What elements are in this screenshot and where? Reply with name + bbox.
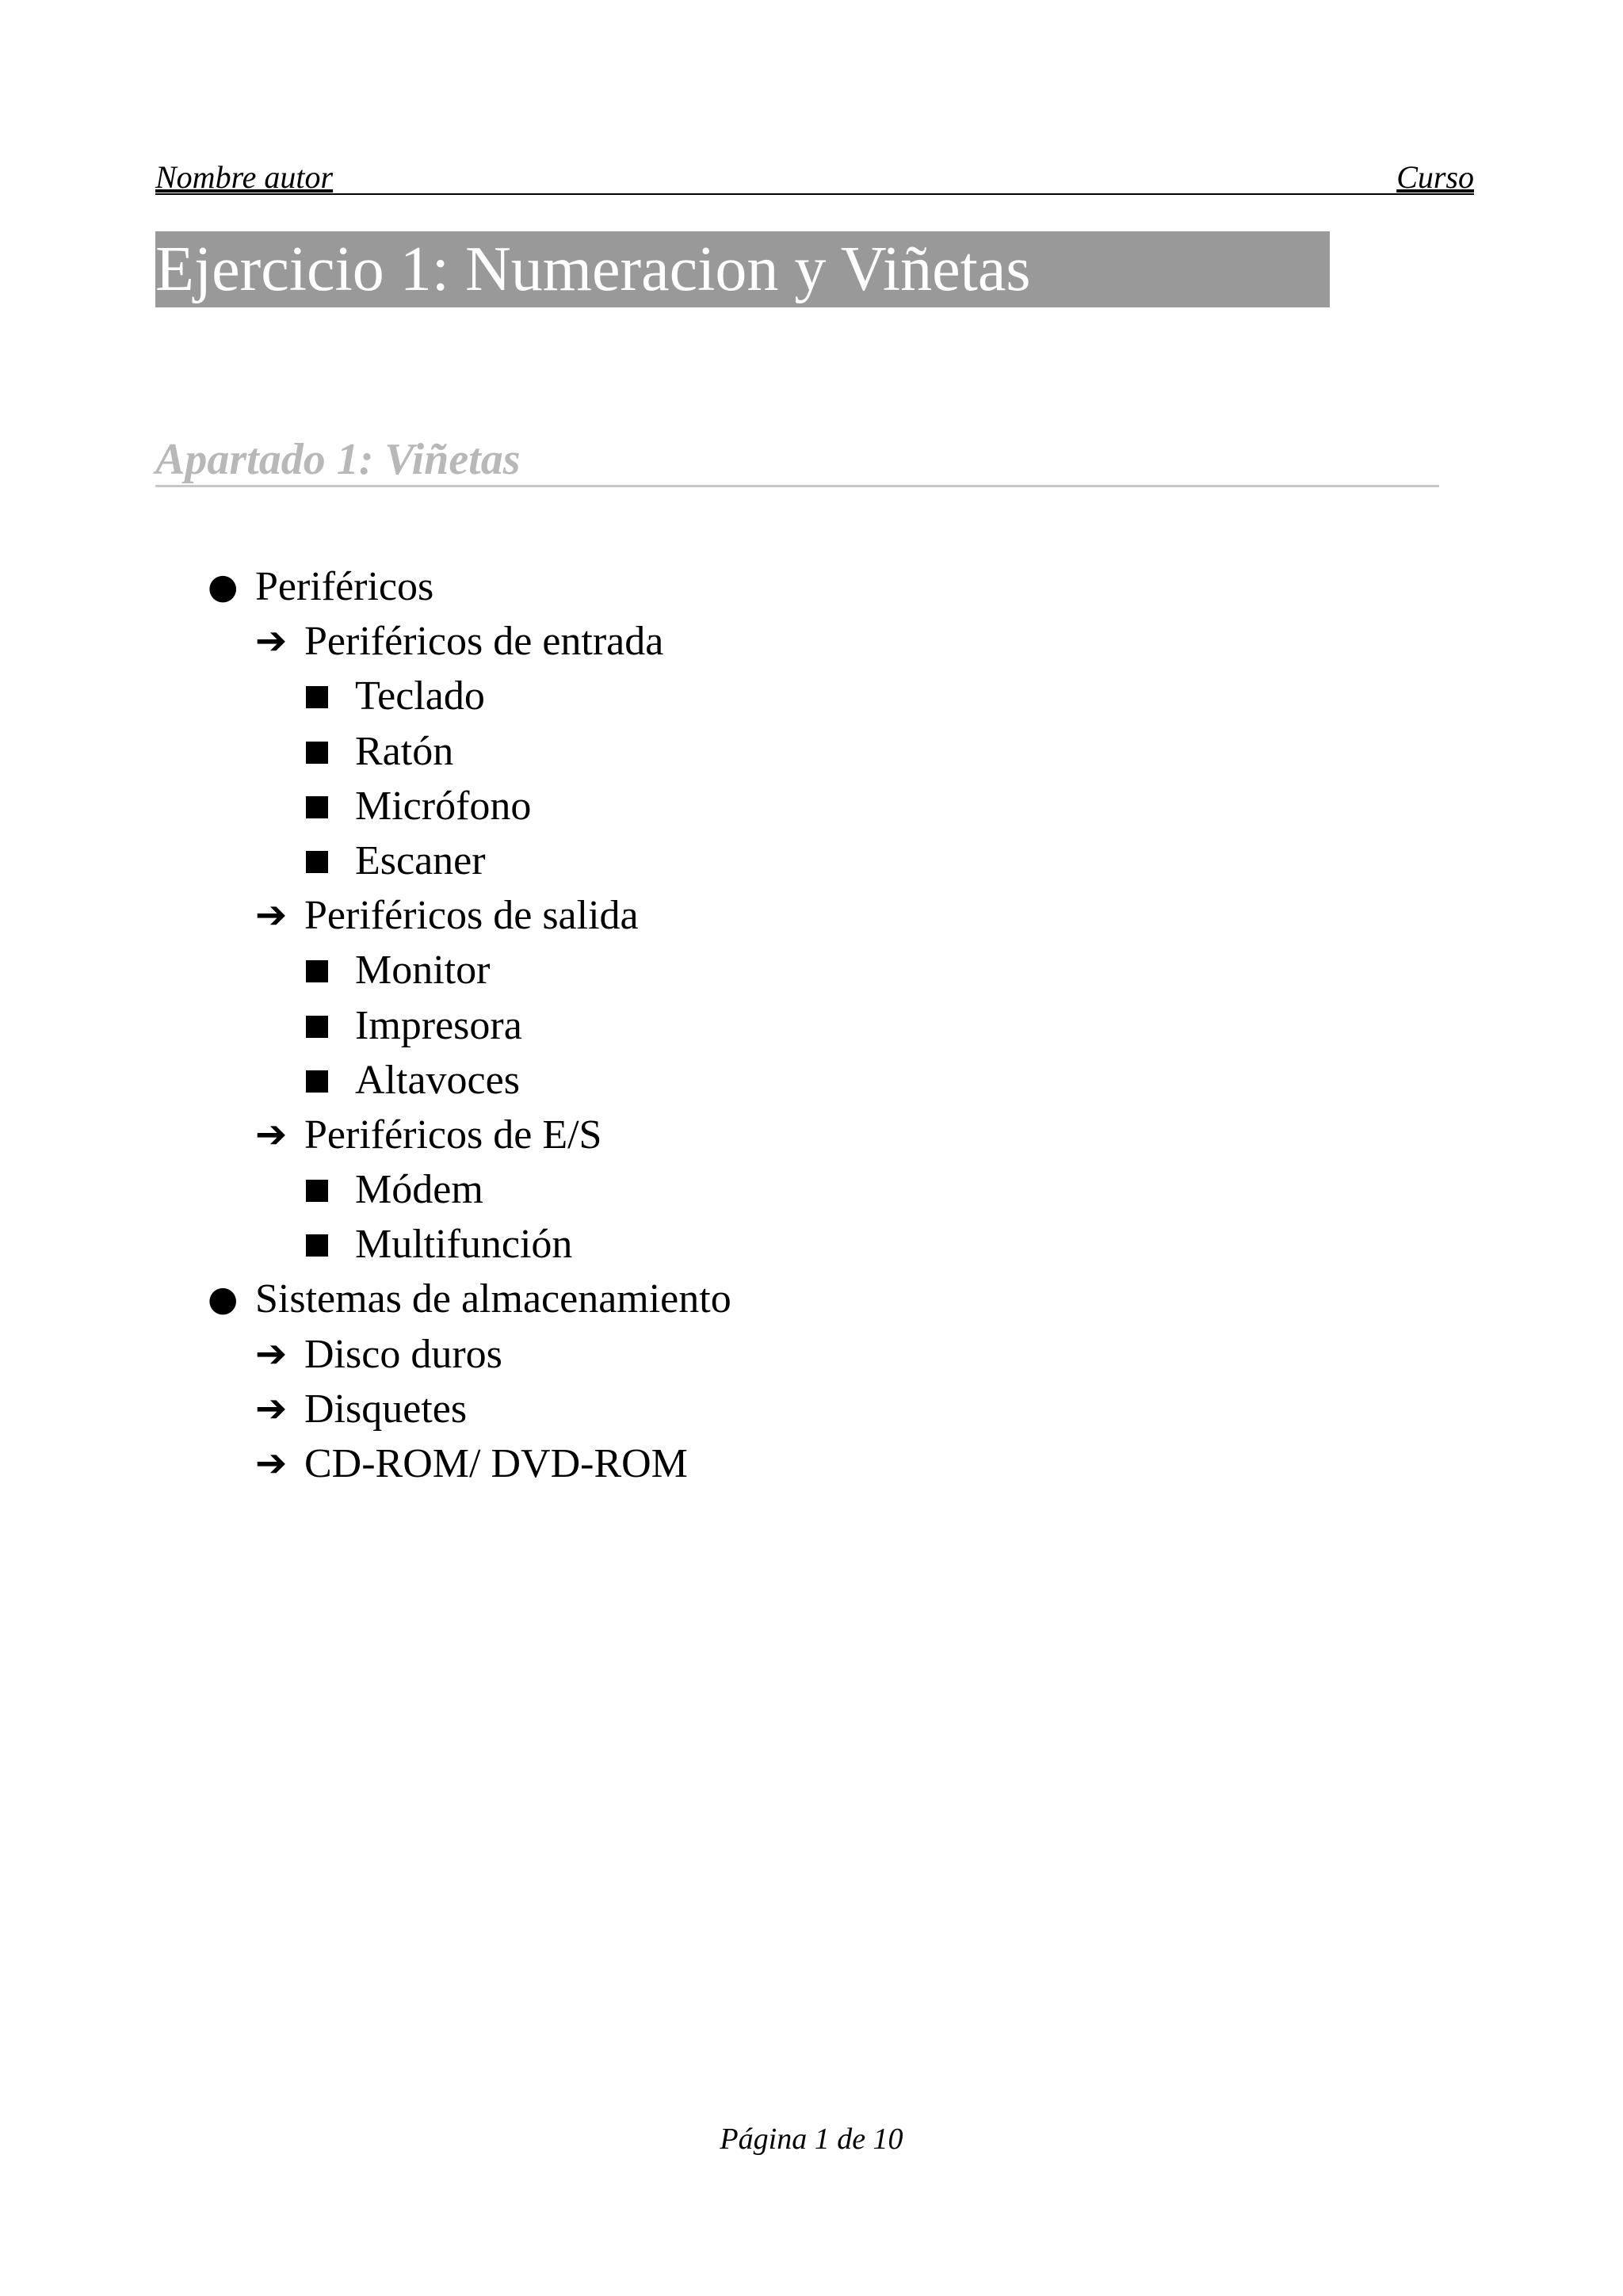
list-item [0, 998, 1623, 1053]
arrow-bullet-icon: ➔ [255, 1386, 288, 1431]
list-item-text: Módem [355, 1167, 483, 1213]
section-heading: Apartado 1: Viñetas [155, 434, 1439, 487]
list-item [0, 943, 1623, 997]
circle-bullet-icon: ● [208, 566, 239, 607]
list-item [0, 1108, 1623, 1162]
list-item-text: Ratón [355, 728, 454, 774]
arrow-bullet-icon: ➔ [255, 1112, 288, 1157]
list-item [0, 669, 1623, 723]
list-item-text: Micrófono [355, 783, 532, 829]
list-item-text: Sistemas de almacenamiento [255, 1276, 731, 1322]
author-name: Nombre autor [155, 159, 334, 195]
list-item-text: Periféricos de salida [304, 893, 639, 939]
square-bullet-icon [306, 742, 328, 764]
list-item [0, 1272, 1623, 1326]
list-item [0, 1162, 1623, 1217]
square-bullet-icon [306, 1070, 328, 1093]
square-bullet-icon [306, 1180, 328, 1202]
list-item-text: CD-ROM/ DVD-ROM [304, 1441, 688, 1486]
square-bullet-icon [306, 960, 328, 982]
square-bullet-icon [306, 796, 328, 818]
list-item-text: Impresora [355, 1002, 522, 1048]
list-item [0, 559, 1623, 614]
list-item-text: Periféricos de E/S [304, 1112, 602, 1158]
page-number: Página 1 de 10 [720, 2122, 903, 2156]
arrow-bullet-icon: ➔ [255, 893, 288, 938]
list-item-text: Teclado [355, 673, 485, 719]
list-item [0, 1327, 1623, 1382]
list-item [0, 888, 1623, 943]
list-item-text: Monitor [355, 948, 491, 994]
arrow-bullet-icon: ➔ [255, 1331, 288, 1376]
list-item-text: Altavoces [355, 1057, 520, 1103]
list-item [0, 1053, 1623, 1108]
list-item-text: Multifunción [355, 1222, 573, 1268]
square-bullet-icon [306, 1234, 328, 1257]
square-bullet-icon [306, 1016, 328, 1038]
arrow-bullet-icon: ➔ [255, 1441, 288, 1486]
square-bullet-icon [306, 851, 328, 873]
course-name: Curso [1396, 159, 1474, 195]
bullet-list [0, 559, 1623, 1491]
list-item-text: Disco duros [304, 1331, 502, 1377]
list-item-text: Escaner [355, 837, 486, 883]
list-item [0, 724, 1623, 779]
list-item-text: Periféricos [255, 564, 434, 609]
list-item [0, 833, 1623, 888]
list-item [0, 1436, 1623, 1491]
document-title: Ejercicio 1: Numeracion y Viñetas [155, 231, 1330, 307]
list-item-text: Disquetes [304, 1386, 468, 1432]
list-item [0, 1382, 1623, 1436]
list-item [0, 1217, 1623, 1272]
page-header [155, 155, 1474, 195]
circle-bullet-icon: ● [208, 1279, 239, 1320]
square-bullet-icon [306, 686, 328, 708]
list-item [0, 614, 1623, 669]
list-item [0, 779, 1623, 833]
list-item-text: Periféricos de entrada [304, 619, 664, 665]
arrow-bullet-icon: ➔ [255, 619, 288, 664]
